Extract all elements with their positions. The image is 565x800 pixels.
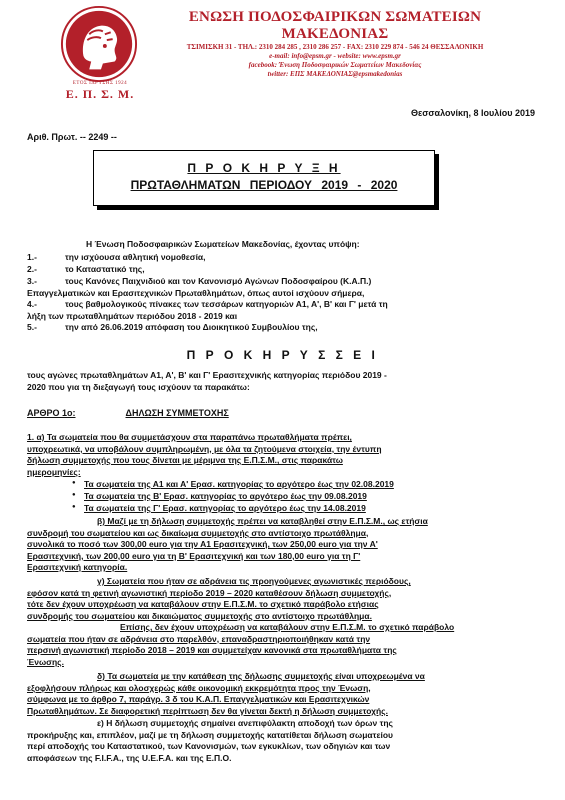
twitter-line: twitter: ΕΠΣ ΜΑΚΕΔΟΝΙΑΣ@epsmakedonias (267, 70, 403, 78)
announcement-box (93, 150, 435, 206)
paragraph-a: 1. α) Τα σωματεία που θα συμμετάσχουν στα παραπάνω πρωταθλήματα πρέπει, υποχρεωτικά, να υποβάλουν συμπληρωμένη, με όλα τα ζητούμενα στοιχεία, την έντυπη δήλωση συμμετοχής που τους δίνεται με μέριμνα της Ε.Π.Σ.Μ., στις παρακάτω ημερομηνίες: (27, 432, 382, 477)
proclaims-text: τους αγώνες πρωταθλημάτων Α1, Α', Β' και Γ' Ερασιτεχνικής κατηγορίας περιόδου 2019 - 2020 που για τη διεξαγωγή τους ισχύουν τα παρακάτω: (27, 370, 387, 392)
epsm-logo (60, 5, 138, 83)
letterhead (150, 9, 520, 79)
consideration-4: 4.- τους βαθμολογικούς πίνακες των τεσσάρων κατηγοριών Α1, Α', Β' και Γ' μετά τη λήξη των πρωταθλημάτων περιόδου 2018 - 2019 και (27, 299, 388, 321)
logo-abbreviation: Ε. Π. Σ. Μ. (65, 87, 135, 101)
facebook-line: facebook: Ένωση Ποδοσφαιρικών Σωματείων Μακεδονίας (248, 61, 422, 69)
article-heading: ΑΡΘΡΟ 1ο: ΔΗΛΩΣΗ ΣΥΜΜΕΤΟΧΗΣ (27, 408, 229, 418)
address-line: ΤΣΙΜΙΣΚΗ 31 - ΤΗΛ.: 2310 284 285 , 2310 286 257 - FAX: 2310 229 874 - 546 24 ΘΕΣΣΑΛΟΝΙΚΗ (186, 43, 484, 51)
logo-year: ΕΤΟΣ ΙΔΡΥΣΗΣ 1924 (72, 81, 128, 86)
deadline-item: ● Τα σωματεία της Β' Ερασ. κατηγορίας το αργότερο έως την 09.08.2019 (84, 491, 367, 501)
paragraph-b: β) Μαζί με τη δήλωση συμμετοχής πρέπει να καταβληθεί στην Ε.Π.Σ.Μ., ως ετήσια συνδρομή του σωματείου και ως δικαίωμα συμμετοχής στο αντίστοιχο πρωτάθλημα, συνολικά το ποσό των 300,00 euro για την Α1 Ερασιτεχνική, των 250,00 euro για την Α' Ερασιτεχνική, των 200,00 euro για τη Β' Ερασιτεχνική και των 180,00 euro για τη Γ' Ερασιτεχνική κατηγορία. (27, 516, 428, 572)
consideration-2: 2.- το Καταστατικό της, (27, 264, 145, 274)
paragraph-d: δ) Τα σωματεία με την κατάθεση της δήλωσης συμμετοχής είναι υποχρεωμένα να εξοφλήσουν πλήρως και ολοσχερώς κάθε οικονομική εκκρεμότητα προς την Ένωση, σύμφωνα με το άρθρο 7, παράγρ. 3 δ του Κ.Α.Π. Επαγγελματικών και Ερασιτεχνικών Πρωταθλημάτων. Σε διαφορετική περίπτωση δεν θα γίνεται δεκτή η δήλωση συμμετοχής. (27, 671, 425, 716)
paragraph-e: ε) Η δήλωση συμμετοχής σημαίνει ανεπιφύλακτη αποδοχή των όρων της προκήρυξης και, επιπλέον, μαζί με τη δήλωση συμμετοχής κατατίθεται δήλωση σωματείου περί αποδοχής του Καταστατικού, των Κανονισμών, των εγκυκλίων, των οδηγιών και των αποφάσεων της F.I.F.A., της U.E.F.A. και της Ε.Π.Ο. (27, 718, 393, 763)
intro-text: Η Ένωση Ποδοσφαιρικών Σωματείων Μακεδονίας, έχοντας υπόψη: (86, 239, 360, 249)
announcement-subtitle: ΠΡΩΤΑΘΛΗΜΑΤΩΝ ΠΕΡΙΟΔΟΥ 2019 - 2020 (130, 178, 398, 192)
proclaims-heading: Π Ρ Ο Κ Η Ρ Υ Σ Σ Ε Ι (186, 348, 379, 362)
logo-caption (58, 81, 142, 102)
deadline-item: ● Τα σωματεία της Α1 και Α' Ερασ. κατηγορίας το αργότερο έως την 02.08.2019 (84, 479, 394, 489)
paragraph-c: γ) Σωματεία που ήταν σε αδράνεια τις προηγούμενες αγωνιστικές περιόδους, εφόσον κατά τη φετινή αγωνιστική περίοδο 2019 – 2020 καταθέσουν δήλωση συμμετοχής, τότε δεν έχουν υποχρέωση να καταβάλουν στην Ε.Π.Σ.Μ. το σχετικό παράβολο ετήσιας συνδρομής του σωματείου και δικαιώματος συμμετοχής στο αντίστοιχο πρωτάθλημα. Επίσης, δεν έχουν υποχρέωση να καταβάλουν στην Ε.Π.Σ.Μ. το σχετικό παράβολο σωματεία που ήταν σε αδράνεια στο παρελθόν, επαναδραστηριοποιήθηκαν κατά την περσινή αγωνιστική περίοδο 2018 – 2019 και συμμετείχαν κανονικά στα πρωταθλήματα της Ένωσης. (27, 576, 455, 667)
consideration-5: 5.- την από 26.06.2019 απόφαση του Διοικητικού Συμβουλίου της, (27, 322, 318, 332)
org-name: ΕΝΩΣΗ ΠΟΔΟΣΦΑΙΡΙΚΩΝ ΣΩΜΑΤΕΙΩΝ ΜΑΚΕΔΟΝΙΑΣ (188, 9, 482, 42)
consideration-3: 3.- τους Κανόνες Παιχνιδιού και τον Κανονισμό Αγώνων Ποδοσφαίρου (Κ.Α.Π.) Επαγγελματικών και Ερασιτεχνικών Πρωταθλημάτων, όπως αυτοί ισχύουν σήμερα, (27, 276, 372, 298)
announcement-title: Π Ρ Ο Κ Η Ρ Υ Ξ Η (187, 161, 341, 175)
place-date: Θεσσαλονίκη, 8 Ιουλίου 2019 (410, 108, 535, 118)
deadline-item: ● Τα σωματεία της Γ' Ερασ. κατηγορίας το αργότερο έως την 14.08.2019 (84, 503, 366, 513)
consideration-1: 1.- την ισχύουσα αθλητική νομοθεσία, (27, 252, 206, 262)
protocol-number: Αριθ. Πρωτ. -- 2249 -- (27, 132, 117, 142)
contact-email-line: e-mail: info@epsm.gr - website: www.epsm.gr (269, 52, 401, 60)
